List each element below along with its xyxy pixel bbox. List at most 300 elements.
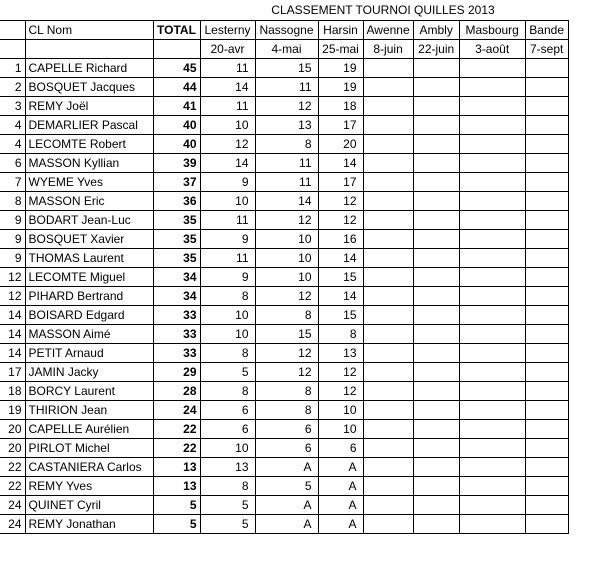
rank-cell[interactable]: 9 (0, 230, 25, 249)
total-cell[interactable]: 36 (153, 192, 200, 211)
empty-cell[interactable] (363, 363, 413, 382)
empty-cell[interactable] (459, 173, 525, 192)
name-cell[interactable]: PIHARD Bertrand (25, 287, 153, 306)
empty-cell[interactable] (413, 78, 459, 97)
score-cell[interactable]: 12 (255, 287, 318, 306)
table-row (0, 458, 568, 477)
table-row (0, 59, 568, 78)
name-cell[interactable]: BOISARD Edgard (25, 306, 153, 325)
score-cell[interactable]: 8 (255, 306, 318, 325)
date-row (0, 40, 568, 59)
name-cell[interactable]: THIRION Jean (25, 401, 153, 420)
empty-cell[interactable] (525, 78, 568, 97)
empty-cell[interactable] (413, 287, 459, 306)
empty-cell[interactable] (363, 192, 413, 211)
empty-cell[interactable] (459, 135, 525, 154)
empty-cell[interactable] (413, 401, 459, 420)
total-cell[interactable]: 44 (153, 78, 200, 97)
empty-cell[interactable] (525, 458, 568, 477)
rank-cell[interactable]: 4 (0, 116, 25, 135)
empty-cell[interactable] (413, 382, 459, 401)
date-cell[interactable]: 8-juin (363, 40, 413, 59)
score-cell[interactable]: 14 (318, 287, 363, 306)
total-cell[interactable]: 13 (153, 458, 200, 477)
rank-cell[interactable]: 22 (0, 458, 25, 477)
ranking-table (0, 20, 569, 534)
empty-cell[interactable] (363, 477, 413, 496)
venue-header[interactable]: Masbourg (459, 21, 525, 40)
total-cell[interactable]: 24 (153, 401, 200, 420)
empty-cell[interactable] (363, 344, 413, 363)
name-cell[interactable]: MASSON Eric (25, 192, 153, 211)
empty-cell[interactable] (525, 211, 568, 230)
table-row (0, 154, 568, 173)
score-cell[interactable]: 10 (200, 192, 255, 211)
table-row (0, 477, 568, 496)
rank-cell[interactable]: 4 (0, 135, 25, 154)
empty-cell[interactable] (525, 496, 568, 515)
score-cell[interactable]: 9 (200, 173, 255, 192)
table-row (0, 382, 568, 401)
rank-cell[interactable]: 12 (0, 287, 25, 306)
empty-cell[interactable] (413, 59, 459, 78)
empty-cell[interactable] (25, 40, 153, 59)
score-cell[interactable]: 5 (200, 496, 255, 515)
total-cell[interactable]: 34 (153, 287, 200, 306)
empty-cell[interactable] (413, 135, 459, 154)
empty-cell[interactable] (525, 382, 568, 401)
name-cell[interactable]: MASSON Aimé (25, 325, 153, 344)
empty-cell[interactable] (413, 325, 459, 344)
empty-cell[interactable] (459, 363, 525, 382)
score-cell[interactable]: 12 (318, 363, 363, 382)
score-cell[interactable]: 10 (200, 439, 255, 458)
rank-header-cell[interactable] (0, 21, 25, 40)
empty-cell[interactable] (459, 78, 525, 97)
total-cell[interactable]: 45 (153, 59, 200, 78)
empty-cell[interactable] (459, 496, 525, 515)
total-header[interactable]: TOTAL (153, 21, 200, 40)
score-cell[interactable]: 10 (318, 420, 363, 439)
score-cell[interactable]: 19 (318, 59, 363, 78)
score-cell[interactable]: 16 (318, 230, 363, 249)
rank-cell[interactable]: 24 (0, 496, 25, 515)
total-cell[interactable]: 35 (153, 230, 200, 249)
empty-cell[interactable] (459, 211, 525, 230)
total-cell[interactable]: 28 (153, 382, 200, 401)
table-row (0, 287, 568, 306)
empty-cell[interactable] (363, 230, 413, 249)
empty-cell[interactable] (413, 173, 459, 192)
score-cell[interactable]: 12 (318, 211, 363, 230)
rank-cell[interactable]: 24 (0, 515, 25, 534)
rank-cell[interactable]: 12 (0, 268, 25, 287)
name-cell[interactable]: QUINET Cyril (25, 496, 153, 515)
empty-cell[interactable] (459, 287, 525, 306)
rank-cell[interactable]: 18 (0, 382, 25, 401)
score-cell[interactable]: 11 (200, 249, 255, 268)
score-cell[interactable]: 8 (200, 382, 255, 401)
rank-cell[interactable]: 9 (0, 211, 25, 230)
empty-cell[interactable] (413, 97, 459, 116)
score-cell[interactable]: 19 (318, 78, 363, 97)
empty-cell[interactable] (525, 116, 568, 135)
empty-cell[interactable] (525, 249, 568, 268)
table-row (0, 97, 568, 116)
empty-cell[interactable] (363, 496, 413, 515)
total-cell[interactable]: 34 (153, 268, 200, 287)
score-cell[interactable]: 11 (200, 211, 255, 230)
empty-cell[interactable] (459, 306, 525, 325)
venue-header[interactable]: Bande (525, 21, 568, 40)
score-cell[interactable]: A (318, 458, 363, 477)
name-cell[interactable]: BODART Jean-Luc (25, 211, 153, 230)
score-cell[interactable]: 12 (255, 211, 318, 230)
empty-cell[interactable] (413, 515, 459, 534)
empty-cell[interactable] (525, 135, 568, 154)
table-row (0, 116, 568, 135)
score-cell[interactable]: 15 (255, 59, 318, 78)
name-cell[interactable]: BOSQUET Jacques (25, 78, 153, 97)
empty-cell[interactable] (459, 249, 525, 268)
empty-cell[interactable] (525, 230, 568, 249)
empty-cell[interactable] (413, 154, 459, 173)
empty-cell[interactable] (363, 135, 413, 154)
date-cell[interactable]: 20-avr (200, 40, 255, 59)
score-cell[interactable]: 6 (318, 439, 363, 458)
empty-cell[interactable] (459, 420, 525, 439)
empty-cell[interactable] (459, 344, 525, 363)
empty-cell[interactable] (525, 477, 568, 496)
score-cell[interactable]: 9 (200, 230, 255, 249)
empty-cell[interactable] (459, 515, 525, 534)
empty-cell[interactable] (413, 458, 459, 477)
name-cell[interactable]: REMY Joël (25, 97, 153, 116)
score-cell[interactable]: 18 (318, 97, 363, 116)
score-cell[interactable]: A (255, 458, 318, 477)
empty-cell[interactable] (0, 40, 25, 59)
total-cell[interactable]: 41 (153, 97, 200, 116)
empty-cell[interactable] (363, 97, 413, 116)
score-cell[interactable]: 11 (200, 97, 255, 116)
rank-cell[interactable]: 2 (0, 78, 25, 97)
table-row (0, 249, 568, 268)
score-cell[interactable]: 10 (200, 325, 255, 344)
empty-cell[interactable] (363, 439, 413, 458)
score-cell[interactable]: 15 (255, 325, 318, 344)
empty-cell[interactable] (413, 249, 459, 268)
name-cell[interactable]: PIRLOT Michel (25, 439, 153, 458)
empty-cell[interactable] (363, 325, 413, 344)
venue-header[interactable]: Awenne (363, 21, 413, 40)
total-cell[interactable]: 22 (153, 439, 200, 458)
empty-cell[interactable] (413, 439, 459, 458)
rank-cell[interactable]: 9 (0, 249, 25, 268)
score-cell[interactable]: 10 (255, 268, 318, 287)
rank-cell[interactable]: 20 (0, 420, 25, 439)
score-cell[interactable]: 8 (318, 325, 363, 344)
score-cell[interactable]: 13 (318, 344, 363, 363)
name-cell[interactable]: PETIT Arnaud (25, 344, 153, 363)
empty-cell[interactable] (459, 116, 525, 135)
rank-cell[interactable]: 22 (0, 477, 25, 496)
score-cell[interactable]: 8 (200, 344, 255, 363)
empty-cell[interactable] (525, 268, 568, 287)
empty-cell[interactable] (525, 344, 568, 363)
total-cell[interactable]: 35 (153, 249, 200, 268)
date-cell[interactable]: 25-mai (318, 40, 363, 59)
empty-cell[interactable] (413, 496, 459, 515)
empty-cell[interactable] (459, 268, 525, 287)
empty-cell[interactable] (363, 420, 413, 439)
score-cell[interactable]: 10 (255, 249, 318, 268)
empty-cell[interactable] (413, 230, 459, 249)
score-cell[interactable]: 12 (200, 135, 255, 154)
empty-cell[interactable] (363, 401, 413, 420)
empty-cell[interactable] (459, 230, 525, 249)
score-cell[interactable]: 17 (318, 173, 363, 192)
name-cell[interactable]: LECOMTE Robert (25, 135, 153, 154)
score-cell[interactable]: 9 (200, 268, 255, 287)
empty-cell[interactable] (413, 116, 459, 135)
empty-cell[interactable] (363, 154, 413, 173)
score-cell[interactable]: A (318, 515, 363, 534)
empty-cell[interactable] (363, 515, 413, 534)
empty-cell[interactable] (525, 325, 568, 344)
empty-cell[interactable] (525, 97, 568, 116)
empty-cell[interactable] (363, 382, 413, 401)
empty-cell[interactable] (413, 306, 459, 325)
name-cell[interactable]: CAPELLE Aurélien (25, 420, 153, 439)
score-cell[interactable]: 12 (318, 192, 363, 211)
empty-cell[interactable] (363, 59, 413, 78)
score-cell[interactable]: 8 (255, 135, 318, 154)
rank-cell[interactable]: 14 (0, 306, 25, 325)
empty-cell[interactable] (459, 59, 525, 78)
name-cell[interactable]: THOMAS Laurent (25, 249, 153, 268)
empty-cell[interactable] (413, 268, 459, 287)
name-cell[interactable]: MASSON Kyllian (25, 154, 153, 173)
name-cell[interactable]: BORCY Laurent (25, 382, 153, 401)
empty-cell[interactable] (413, 344, 459, 363)
empty-cell[interactable] (363, 116, 413, 135)
score-cell[interactable]: 10 (318, 401, 363, 420)
rank-cell[interactable]: 14 (0, 325, 25, 344)
rank-cell[interactable]: 17 (0, 363, 25, 382)
empty-cell[interactable] (525, 515, 568, 534)
score-cell[interactable]: 10 (200, 306, 255, 325)
empty-cell[interactable] (363, 268, 413, 287)
empty-cell[interactable] (525, 173, 568, 192)
name-cell[interactable]: JAMIN Jacky (25, 363, 153, 382)
empty-cell[interactable] (363, 249, 413, 268)
table-row (0, 344, 568, 363)
empty-cell[interactable] (459, 477, 525, 496)
date-cell[interactable]: 3-août (459, 40, 525, 59)
empty-cell[interactable] (459, 401, 525, 420)
score-cell[interactable]: A (318, 496, 363, 515)
total-cell[interactable]: 33 (153, 325, 200, 344)
name-cell[interactable]: LECOMTE Miguel (25, 268, 153, 287)
name-header[interactable]: CL Nom (25, 21, 153, 40)
empty-cell[interactable] (363, 211, 413, 230)
empty-cell[interactable] (413, 420, 459, 439)
empty-cell[interactable] (363, 287, 413, 306)
score-cell[interactable]: 13 (255, 116, 318, 135)
name-cell[interactable]: CASTANIERA Carlos (25, 458, 153, 477)
rank-cell[interactable]: 8 (0, 192, 25, 211)
empty-cell[interactable] (363, 458, 413, 477)
score-cell[interactable]: A (255, 496, 318, 515)
score-cell[interactable]: 12 (255, 363, 318, 382)
empty-cell[interactable] (413, 192, 459, 211)
table-row (0, 173, 568, 192)
name-cell[interactable]: CAPELLE Richard (25, 59, 153, 78)
empty-cell[interactable] (525, 59, 568, 78)
empty-cell[interactable] (413, 363, 459, 382)
title-row (0, 0, 608, 20)
empty-cell[interactable] (459, 439, 525, 458)
rank-cell[interactable]: 19 (0, 401, 25, 420)
score-cell[interactable]: A (318, 477, 363, 496)
table-row (0, 78, 568, 97)
score-cell[interactable]: 14 (200, 78, 255, 97)
score-cell[interactable]: 15 (318, 268, 363, 287)
empty-cell[interactable] (525, 306, 568, 325)
score-cell[interactable]: 6 (200, 401, 255, 420)
venue-header[interactable]: Ambly (413, 21, 459, 40)
empty-cell[interactable] (525, 287, 568, 306)
name-cell[interactable]: REMY Yves (25, 477, 153, 496)
rank-cell[interactable]: 1 (0, 59, 25, 78)
score-cell[interactable]: 10 (255, 230, 318, 249)
score-cell[interactable]: 11 (255, 78, 318, 97)
table-row (0, 496, 568, 515)
score-cell[interactable]: 8 (200, 477, 255, 496)
empty-cell[interactable] (459, 458, 525, 477)
rank-cell[interactable]: 14 (0, 344, 25, 363)
table-row (0, 439, 568, 458)
empty-cell[interactable] (525, 401, 568, 420)
score-cell[interactable]: 8 (255, 401, 318, 420)
score-cell[interactable]: 5 (255, 477, 318, 496)
total-cell[interactable]: 39 (153, 154, 200, 173)
empty-cell[interactable] (363, 306, 413, 325)
score-cell[interactable]: 10 (200, 116, 255, 135)
table-row (0, 268, 568, 287)
score-cell[interactable]: 14 (318, 154, 363, 173)
score-cell[interactable]: 12 (318, 382, 363, 401)
table-row (0, 363, 568, 382)
total-cell[interactable]: 5 (153, 515, 200, 534)
score-cell[interactable]: 14 (255, 192, 318, 211)
table-row (0, 325, 568, 344)
table-row (0, 211, 568, 230)
rank-cell[interactable]: 7 (0, 173, 25, 192)
total-cell[interactable]: 22 (153, 420, 200, 439)
venue-header[interactable]: Lesterny (200, 21, 255, 40)
total-cell[interactable]: 29 (153, 363, 200, 382)
venue-header[interactable]: Harsin (318, 21, 363, 40)
score-cell[interactable]: 12 (255, 344, 318, 363)
score-cell[interactable]: 12 (255, 97, 318, 116)
total-cell[interactable]: 40 (153, 116, 200, 135)
table-row (0, 192, 568, 211)
total-cell[interactable]: 33 (153, 344, 200, 363)
empty-cell[interactable] (413, 211, 459, 230)
score-cell[interactable]: 5 (200, 363, 255, 382)
table-row (0, 306, 568, 325)
empty-cell[interactable] (459, 192, 525, 211)
table-row (0, 135, 568, 154)
score-cell[interactable]: 17 (318, 116, 363, 135)
empty-cell[interactable] (363, 78, 413, 97)
name-cell[interactable]: REMY Jonathan (25, 515, 153, 534)
total-cell[interactable]: 5 (153, 496, 200, 515)
score-cell[interactable]: 5 (200, 515, 255, 534)
empty-cell[interactable] (525, 154, 568, 173)
date-cell[interactable]: 4-mai (255, 40, 318, 59)
rank-cell[interactable]: 3 (0, 97, 25, 116)
name-cell[interactable]: WYEME Yves (25, 173, 153, 192)
total-cell[interactable]: 33 (153, 306, 200, 325)
rank-cell[interactable]: 20 (0, 439, 25, 458)
score-cell[interactable]: A (255, 515, 318, 534)
sheet-title: CLASSEMENT TOURNOI QUILLES 2013 (271, 3, 495, 17)
empty-cell[interactable] (459, 154, 525, 173)
total-cell[interactable]: 13 (153, 477, 200, 496)
empty-cell[interactable] (413, 477, 459, 496)
score-cell[interactable]: 6 (255, 420, 318, 439)
empty-cell[interactable] (459, 382, 525, 401)
date-cell[interactable]: 7-sept (525, 40, 568, 59)
name-cell[interactable]: DEMARLIER Pascal (25, 116, 153, 135)
total-cell[interactable]: 37 (153, 173, 200, 192)
total-cell[interactable]: 35 (153, 211, 200, 230)
score-cell[interactable]: 6 (200, 420, 255, 439)
header-row (0, 21, 568, 40)
score-cell[interactable]: 11 (255, 173, 318, 192)
score-cell[interactable]: 13 (200, 458, 255, 477)
score-cell[interactable]: 8 (200, 287, 255, 306)
empty-cell[interactable] (363, 173, 413, 192)
name-cell[interactable]: BOSQUET Xavier (25, 230, 153, 249)
score-cell[interactable]: 6 (255, 439, 318, 458)
table-row (0, 420, 568, 439)
empty-cell[interactable] (459, 97, 525, 116)
date-cell[interactable]: 22-juin (413, 40, 459, 59)
empty-cell[interactable] (459, 325, 525, 344)
score-cell[interactable]: 8 (255, 382, 318, 401)
empty-cell[interactable] (525, 192, 568, 211)
empty-cell[interactable] (525, 420, 568, 439)
score-cell[interactable]: 14 (318, 249, 363, 268)
empty-cell[interactable] (525, 363, 568, 382)
score-cell[interactable]: 11 (255, 154, 318, 173)
score-cell[interactable]: 20 (318, 135, 363, 154)
venue-header[interactable]: Nassogne (255, 21, 318, 40)
score-cell[interactable]: 11 (200, 59, 255, 78)
score-cell[interactable]: 15 (318, 306, 363, 325)
total-cell[interactable]: 40 (153, 135, 200, 154)
table-row (0, 515, 568, 534)
score-cell[interactable]: 14 (200, 154, 255, 173)
empty-cell[interactable] (525, 439, 568, 458)
rank-cell[interactable]: 6 (0, 154, 25, 173)
table-row (0, 401, 568, 420)
table-row (0, 230, 568, 249)
empty-cell[interactable] (153, 40, 200, 59)
